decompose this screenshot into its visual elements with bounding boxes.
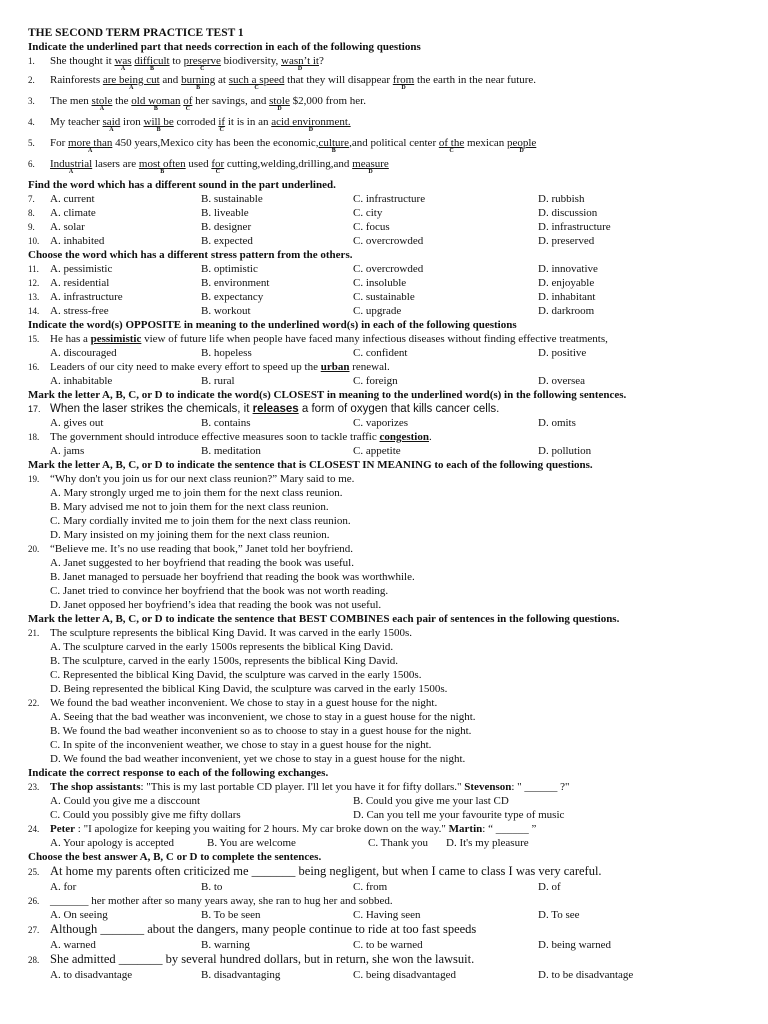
- option-d[interactable]: D. infrastructure: [538, 221, 611, 233]
- option-c[interactable]: C. infrastructure: [353, 193, 426, 205]
- option-c-underline[interactable]: if C: [218, 116, 226, 133]
- question-3: 3. The men stole A the old woman B of C her savings, and stole D $2,000 from her.: [28, 95, 366, 112]
- question-28-options: [28, 968, 748, 982]
- option-a[interactable]: A. current: [50, 193, 95, 205]
- option-a[interactable]: A. infrastructure: [50, 291, 123, 303]
- section-heading-complete: Choose the best answer A, B, C or D to complete the sentences.: [28, 851, 322, 863]
- question-24-options: [28, 836, 748, 850]
- option-b[interactable]: B. expected: [201, 235, 253, 247]
- option-a[interactable]: A. pessimistic: [50, 263, 113, 275]
- option-a[interactable]: A. Could you give me a disccount: [50, 795, 201, 807]
- option-d[interactable]: D. To see: [538, 909, 580, 921]
- question-27: 27. Although _______ about the dangers, many people continue to ride at too fast speeds: [28, 922, 477, 936]
- option-b[interactable]: B. disadvantaging: [201, 969, 281, 981]
- option-c[interactable]: C. Having seen: [353, 909, 421, 921]
- question-8: [28, 206, 748, 220]
- option-d[interactable]: D. preserved: [538, 235, 595, 247]
- option-c[interactable]: C. confident: [353, 347, 408, 359]
- option-a[interactable]: A. gives out: [50, 417, 104, 429]
- option-d[interactable]: D. Mary insisted on my joining them for the next class reunion.: [50, 529, 330, 541]
- question-26-options: [28, 908, 748, 922]
- option-c[interactable]: C. city: [353, 207, 383, 219]
- option-d[interactable]: D. Being represented the biblical King David, the sculpture was carved in the early 1500s.: [50, 683, 448, 695]
- question-number: 13.: [28, 292, 40, 302]
- section-heading-opposite: Indicate the word(s) OPPOSITE in meaning to the underlined word(s) in each of the following questions: [28, 319, 517, 331]
- section-heading-combine: Mark the letter A, B, C, or D to indicate the sentence that BEST COMBINES each pair of sentences in the following questions.: [28, 613, 620, 625]
- question-number: 10.: [28, 236, 40, 246]
- question-1: 1. She thought it was A difficult B to preserve C biodiversity, wasn’t it D ?: [28, 55, 324, 72]
- section-heading-exchanges: Indicate the correct response to each of the following exchanges.: [28, 767, 329, 779]
- option-c[interactable]: C. insoluble: [353, 277, 407, 289]
- section-heading-stress: Choose the word which has a different stress pattern from the others.: [28, 249, 353, 261]
- question-10: [28, 234, 748, 248]
- option-b[interactable]: B. meditation: [201, 445, 261, 457]
- question-27-options: [28, 938, 748, 952]
- option-a[interactable]: A. stress-free: [50, 305, 109, 317]
- question-16: 16. Leaders of our city need to make every effort to speed up the urban renewal.: [28, 361, 390, 373]
- option-b[interactable]: B. rural: [201, 375, 235, 387]
- option-c[interactable]: C. overcrowded: [353, 235, 424, 247]
- question-21: 21. The sculpture represents the biblical King David. It was carved in the early 1500s.: [28, 627, 412, 639]
- question-number: 14.: [28, 306, 40, 316]
- question-23: 23. The shop assistants: "This is my last portable CD player. I'll let you have it for fifty dollars." Stevenson: " ______ ?": [28, 781, 570, 793]
- option-d[interactable]: D. pollution: [538, 445, 592, 457]
- option-d[interactable]: D. We found the bad weather inconvenient, yet we chose to stay in a guest house for the night.: [50, 753, 466, 765]
- option-b[interactable]: B. sustainable: [201, 193, 263, 205]
- option-b-underline[interactable]: difficult B: [134, 55, 170, 72]
- question-9: [28, 220, 748, 234]
- option-d[interactable]: D. oversea: [538, 375, 586, 387]
- option-a[interactable]: A. to disadvantage: [50, 969, 133, 981]
- option-d[interactable]: D. It's my pleasure: [446, 837, 529, 849]
- option-a-underline[interactable]: said A: [102, 116, 121, 133]
- option-d-underline[interactable]: from D: [392, 74, 415, 91]
- option-b[interactable]: B. warning: [201, 939, 250, 951]
- option-c-underline[interactable]: of C: [183, 95, 193, 112]
- question-4: 4. My teacher said A iron will be B corroded if C it is in an acid environment. D: [28, 116, 351, 133]
- option-d[interactable]: D. darkroom: [538, 305, 595, 317]
- option-b[interactable]: B. We found the bad weather inconvenient so as to choose to stay in a guest house for the night.: [50, 725, 472, 737]
- question-22: 22. We found the bad weather inconvenient. We chose to stay in a guest house for the night.: [28, 697, 438, 709]
- option-c[interactable]: C. from: [353, 881, 388, 893]
- option-c[interactable]: C. Mary cordially invited me to join them for the next class reunion.: [50, 515, 351, 527]
- option-d[interactable]: D. innovative: [538, 263, 598, 275]
- option-a[interactable]: A. inhabited: [50, 235, 105, 247]
- worksheet-page: [28, 26, 748, 982]
- section-heading-sound: Find the word which has a different sound in the part underlined.: [28, 179, 336, 191]
- question-25: 25. At home my parents often criticized me _______ being negligent, but when I came to class I was very careful.: [28, 864, 602, 878]
- option-b-underline[interactable]: burning B: [181, 74, 216, 91]
- option-c-underline[interactable]: of the C: [438, 137, 465, 154]
- question-14: [28, 304, 748, 318]
- option-c[interactable]: C. being disadvantaged: [353, 969, 456, 981]
- question-15: 15. He has a pessimistic view of future life when people have faced many infectious diseases without finding effective treatments,: [28, 333, 608, 345]
- stress-question-grid: [28, 262, 748, 318]
- question-17-options: [28, 416, 748, 430]
- question-25-options: [28, 880, 748, 894]
- option-b[interactable]: B. Janet managed to persuade her boyfriend that reading the book was worthwhile.: [50, 571, 415, 583]
- question-23-options-1: [28, 794, 748, 808]
- option-c[interactable]: C. Represented the biblical King David, the sculpture was carved in the early 1500s.: [50, 669, 422, 681]
- option-b[interactable]: B. to: [201, 881, 223, 893]
- option-b[interactable]: B. liveable: [201, 207, 249, 219]
- option-a[interactable]: A. residential: [50, 277, 110, 289]
- section-heading-closest-word: Mark the letter A, B, C, or D to indicate the word(s) CLOSEST in meaning to the underlined word(s) in the following sentences.: [28, 389, 627, 401]
- option-b[interactable]: B. expectancy: [201, 291, 264, 303]
- option-d-underline[interactable]: measure D: [352, 158, 389, 175]
- option-a-underline[interactable]: more than A: [68, 137, 113, 154]
- option-c[interactable]: C. vaporizes: [353, 417, 408, 429]
- option-b-underline[interactable]: most often B: [138, 158, 186, 175]
- question-19: 19. “Why don't you join us for our next class reunion?” Mary said to me.: [28, 473, 355, 485]
- option-b[interactable]: B. workout: [201, 305, 251, 317]
- question-6: 6. Industrial A lasers are most often B used for C cutting,welding,drilling,and measure D: [28, 158, 389, 175]
- option-d-underline[interactable]: people D: [506, 137, 537, 154]
- option-d[interactable]: D. inhabitant: [538, 291, 596, 303]
- question-11: [28, 262, 748, 276]
- section-heading-closest-sentence: Mark the letter A, B, C, or D to indicate the sentence that is CLOSEST IN MEANING to each of the following questions.: [28, 459, 593, 471]
- option-d-underline[interactable]: stole D: [269, 95, 290, 112]
- question-15-options: [28, 346, 748, 360]
- option-a-underline[interactable]: are being cut A: [102, 74, 160, 91]
- option-a[interactable]: A. On seeing: [50, 909, 108, 921]
- option-a[interactable]: A. warned: [50, 939, 96, 951]
- question-12: [28, 276, 748, 290]
- question-28: 28. She admitted _______ by several hundred dollars, but in return, she won the lawsuit.: [28, 952, 475, 966]
- option-c[interactable]: C. overcrowded: [353, 263, 424, 275]
- question-24: 24. Peter : "I apologize for keeping you waiting for 2 hours. My car broke down on the way." Martin: “ ______ ”: [28, 823, 537, 835]
- option-a[interactable]: A. Seeing that the bad weather was inconvenient, we chose to stay in a guest house for the night.: [50, 711, 476, 723]
- question-number: 11.: [28, 264, 39, 274]
- option-a[interactable]: A. solar: [50, 221, 85, 233]
- option-d-underline[interactable]: wasn’t it D: [281, 55, 319, 72]
- option-b[interactable]: B. environment: [201, 277, 270, 289]
- option-b-underline[interactable]: will be B: [143, 116, 174, 133]
- option-b[interactable]: B. optimistic: [201, 263, 258, 275]
- option-b[interactable]: B. contains: [201, 417, 251, 429]
- option-a[interactable]: A. jams: [50, 445, 85, 457]
- question-13: [28, 290, 748, 304]
- option-d[interactable]: D. enjoyable: [538, 277, 595, 289]
- option-c[interactable]: C. Janet tried to convince her boyfriend that the book was not worth reading.: [50, 585, 389, 597]
- option-b-underline[interactable]: culture B: [318, 137, 350, 154]
- option-a[interactable]: A. Janet suggested to her boyfriend that reading the book was useful.: [50, 557, 354, 569]
- question-number: 9.: [28, 222, 35, 232]
- option-c[interactable]: C. foreign: [353, 375, 398, 387]
- option-d-underline[interactable]: acid environment. D: [271, 116, 351, 133]
- option-d[interactable]: D. positive: [538, 347, 587, 359]
- option-d[interactable]: D. of: [538, 881, 561, 893]
- option-b[interactable]: B. To be seen: [201, 909, 261, 921]
- option-c[interactable]: C. Could you possibly give me fifty dollars: [50, 809, 241, 821]
- option-c-underline[interactable]: for C: [211, 158, 225, 175]
- option-c-underline[interactable]: such a speed C: [228, 74, 285, 91]
- question-5: 5. For more than A 450 years,Mexico city has been the economic,culture B ,and political center of the C mexican people D: [28, 137, 537, 154]
- question-number: 12.: [28, 278, 40, 288]
- question-2: 2. Rainforests are being cut A and burning B at such a speed C that they will disappear from D the earth in the near future.: [28, 74, 537, 91]
- question-17: 17. When the laser strikes the chemicals, it releases a form of oxygen that kills cancer cells.: [28, 403, 500, 415]
- option-c[interactable]: C. In spite of the inconvenient weather, we chose to stay in a guest house for the night.: [50, 739, 432, 751]
- question-23-options-2: [28, 808, 748, 822]
- option-c[interactable]: C. focus: [353, 221, 390, 233]
- option-c[interactable]: C. Thank you: [368, 837, 428, 849]
- option-a[interactable]: A. for: [50, 881, 77, 893]
- option-a[interactable]: A. inhabitable: [50, 375, 113, 387]
- option-d[interactable]: D. Can you tell me your favourite type of music: [353, 809, 565, 821]
- question-18-options: [28, 444, 748, 458]
- option-a[interactable]: A. The sculpture carved in the early 1500s represents the biblical King David.: [50, 641, 394, 653]
- option-d[interactable]: D. Janet opposed her boyfriend’s idea that reading the book was not useful.: [50, 599, 382, 611]
- option-c[interactable]: C. appetite: [353, 445, 401, 457]
- question-26: 26. _______ her mother after so many years away, she ran to hug her and sobbed.: [28, 895, 393, 907]
- option-c[interactable]: C. to be warned: [353, 939, 423, 951]
- question-20: 20. “Believe me. It’s no use reading that book,” Janet told her boyfriend.: [28, 543, 354, 555]
- option-d[interactable]: D. rubbish: [538, 193, 585, 205]
- option-a[interactable]: A. Mary strongly urged me to join them for the next class reunion.: [50, 487, 343, 499]
- option-c[interactable]: C. upgrade: [353, 305, 402, 317]
- option-c[interactable]: C. sustainable: [353, 291, 415, 303]
- option-a[interactable]: A. climate: [50, 207, 96, 219]
- option-a[interactable]: A. discouraged: [50, 347, 117, 359]
- option-a-underline[interactable]: was A: [114, 55, 132, 72]
- question-16-options: [28, 374, 748, 388]
- option-b[interactable]: B. The sculpture, carved in the early 1500s, represents the biblical King David.: [50, 655, 399, 667]
- page-title: THE SECOND TERM PRACTICE TEST 1: [28, 27, 244, 39]
- question-number: 8.: [28, 208, 35, 218]
- option-d[interactable]: D. discussion: [538, 207, 598, 219]
- option-b[interactable]: B. hopeless: [201, 347, 252, 359]
- question-7: [28, 192, 748, 206]
- option-b[interactable]: B. Mary advised me not to join them for the next class reunion.: [50, 501, 329, 513]
- option-b[interactable]: B. Could you give me your last CD: [353, 795, 509, 807]
- option-c-underline[interactable]: preserve C: [183, 55, 221, 72]
- option-a[interactable]: A. Your apology is accepted: [50, 837, 175, 849]
- question-18: 18. The government should introduce effective measures soon to tackle traffic congestion.: [28, 431, 432, 443]
- option-d[interactable]: D. to be disadvantage: [538, 969, 634, 981]
- option-a-underline[interactable]: Industrial A: [50, 158, 93, 175]
- option-b[interactable]: B. designer: [201, 221, 252, 233]
- section-heading-correction: Indicate the underlined part that needs correction in each of the following questions: [28, 41, 421, 53]
- option-b-underline[interactable]: old woman B: [131, 95, 181, 112]
- question-number: 7.: [28, 194, 35, 204]
- option-a-underline[interactable]: stole A: [91, 95, 113, 112]
- option-d[interactable]: D. omits: [538, 417, 576, 429]
- sound-question-grid: [28, 192, 748, 248]
- option-d[interactable]: D. being warned: [538, 939, 612, 951]
- option-b[interactable]: B. You are welcome: [207, 837, 296, 849]
